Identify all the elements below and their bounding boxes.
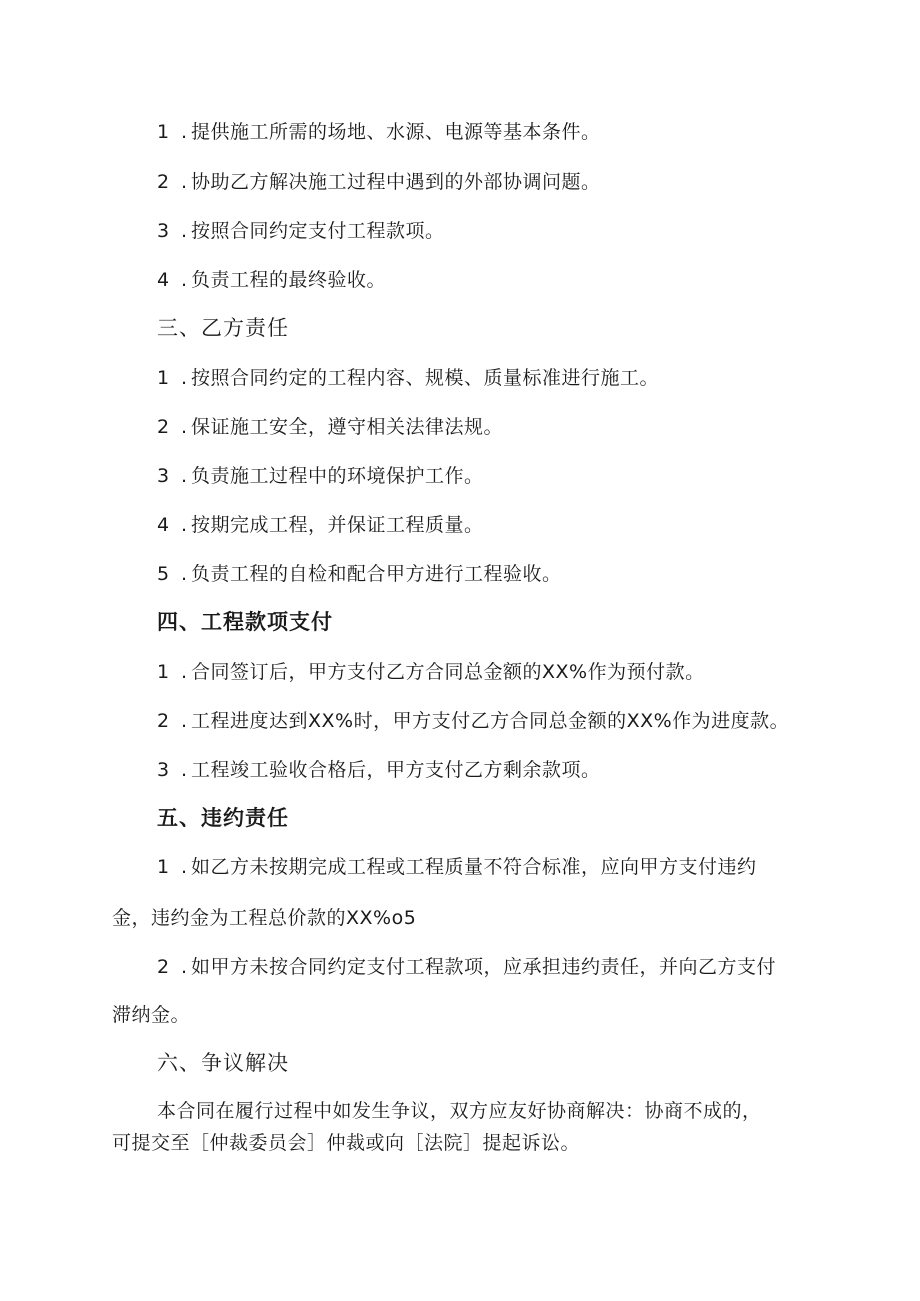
list-item: 2 . 协助乙方解决施工过程中遇到的外部协调问题。 bbox=[157, 171, 601, 193]
list-item: 4 . 按期完成工程，并保证工程质量。 bbox=[157, 514, 484, 536]
list-item: 2 . 工程进度达到XX%时，甲方支付乙方合同总金额的XX%作为进度款。 bbox=[157, 710, 790, 732]
paragraph-line: 本合同在履行过程中如发生争议，双方应友好协商解决：协商不成的， bbox=[157, 1100, 762, 1122]
list-item: 3 . 工程竣工验收合格后，甲方支付乙方剩余款项。 bbox=[157, 759, 601, 781]
list-item: 1 . 如乙方未按期完成工程或工程质量不符合标准，应向甲方支付违约 bbox=[157, 856, 757, 878]
section-heading: 四、工程款项支付 bbox=[157, 610, 333, 634]
list-item: 2 . 如甲方未按合同约定支付工程款项，应承担违约责任，并向乙方支付 bbox=[157, 956, 777, 978]
paragraph-line: 可提交至［仲裁委员会］仲裁或向［法院］提起诉讼。 bbox=[112, 1132, 581, 1154]
section-heading: 六、争议解决 bbox=[157, 1051, 289, 1075]
list-item: 3 . 负责施工过程中的环境保护工作。 bbox=[157, 465, 484, 487]
list-item-continuation: 滞纳金。 bbox=[112, 1004, 191, 1026]
list-item: 2 . 保证施工安全，遵守相关法律法规。 bbox=[157, 416, 504, 438]
list-item: 1 . 合同签订后，甲方支付乙方合同总金额的XX%作为预付款。 bbox=[157, 661, 705, 683]
section-heading: 五、违约责任 bbox=[157, 806, 289, 830]
list-item: 5 . 负责工程的自检和配合甲方进行工程验收。 bbox=[157, 563, 562, 585]
list-item: 3 . 按照合同约定支付工程款项。 bbox=[157, 220, 445, 242]
section-heading: 三、乙方责任 bbox=[157, 316, 289, 340]
list-item: 1 . 提供施工所需的场地、水源、电源等基本条件。 bbox=[157, 121, 601, 143]
list-item-continuation: 金，违约金为工程总价款的XX%o5 bbox=[112, 907, 417, 929]
list-item: 1 . 按照合同约定的工程内容、规模、质量标准进行施工。 bbox=[157, 367, 660, 389]
list-item: 4 . 负责工程的最终验收。 bbox=[157, 269, 387, 291]
